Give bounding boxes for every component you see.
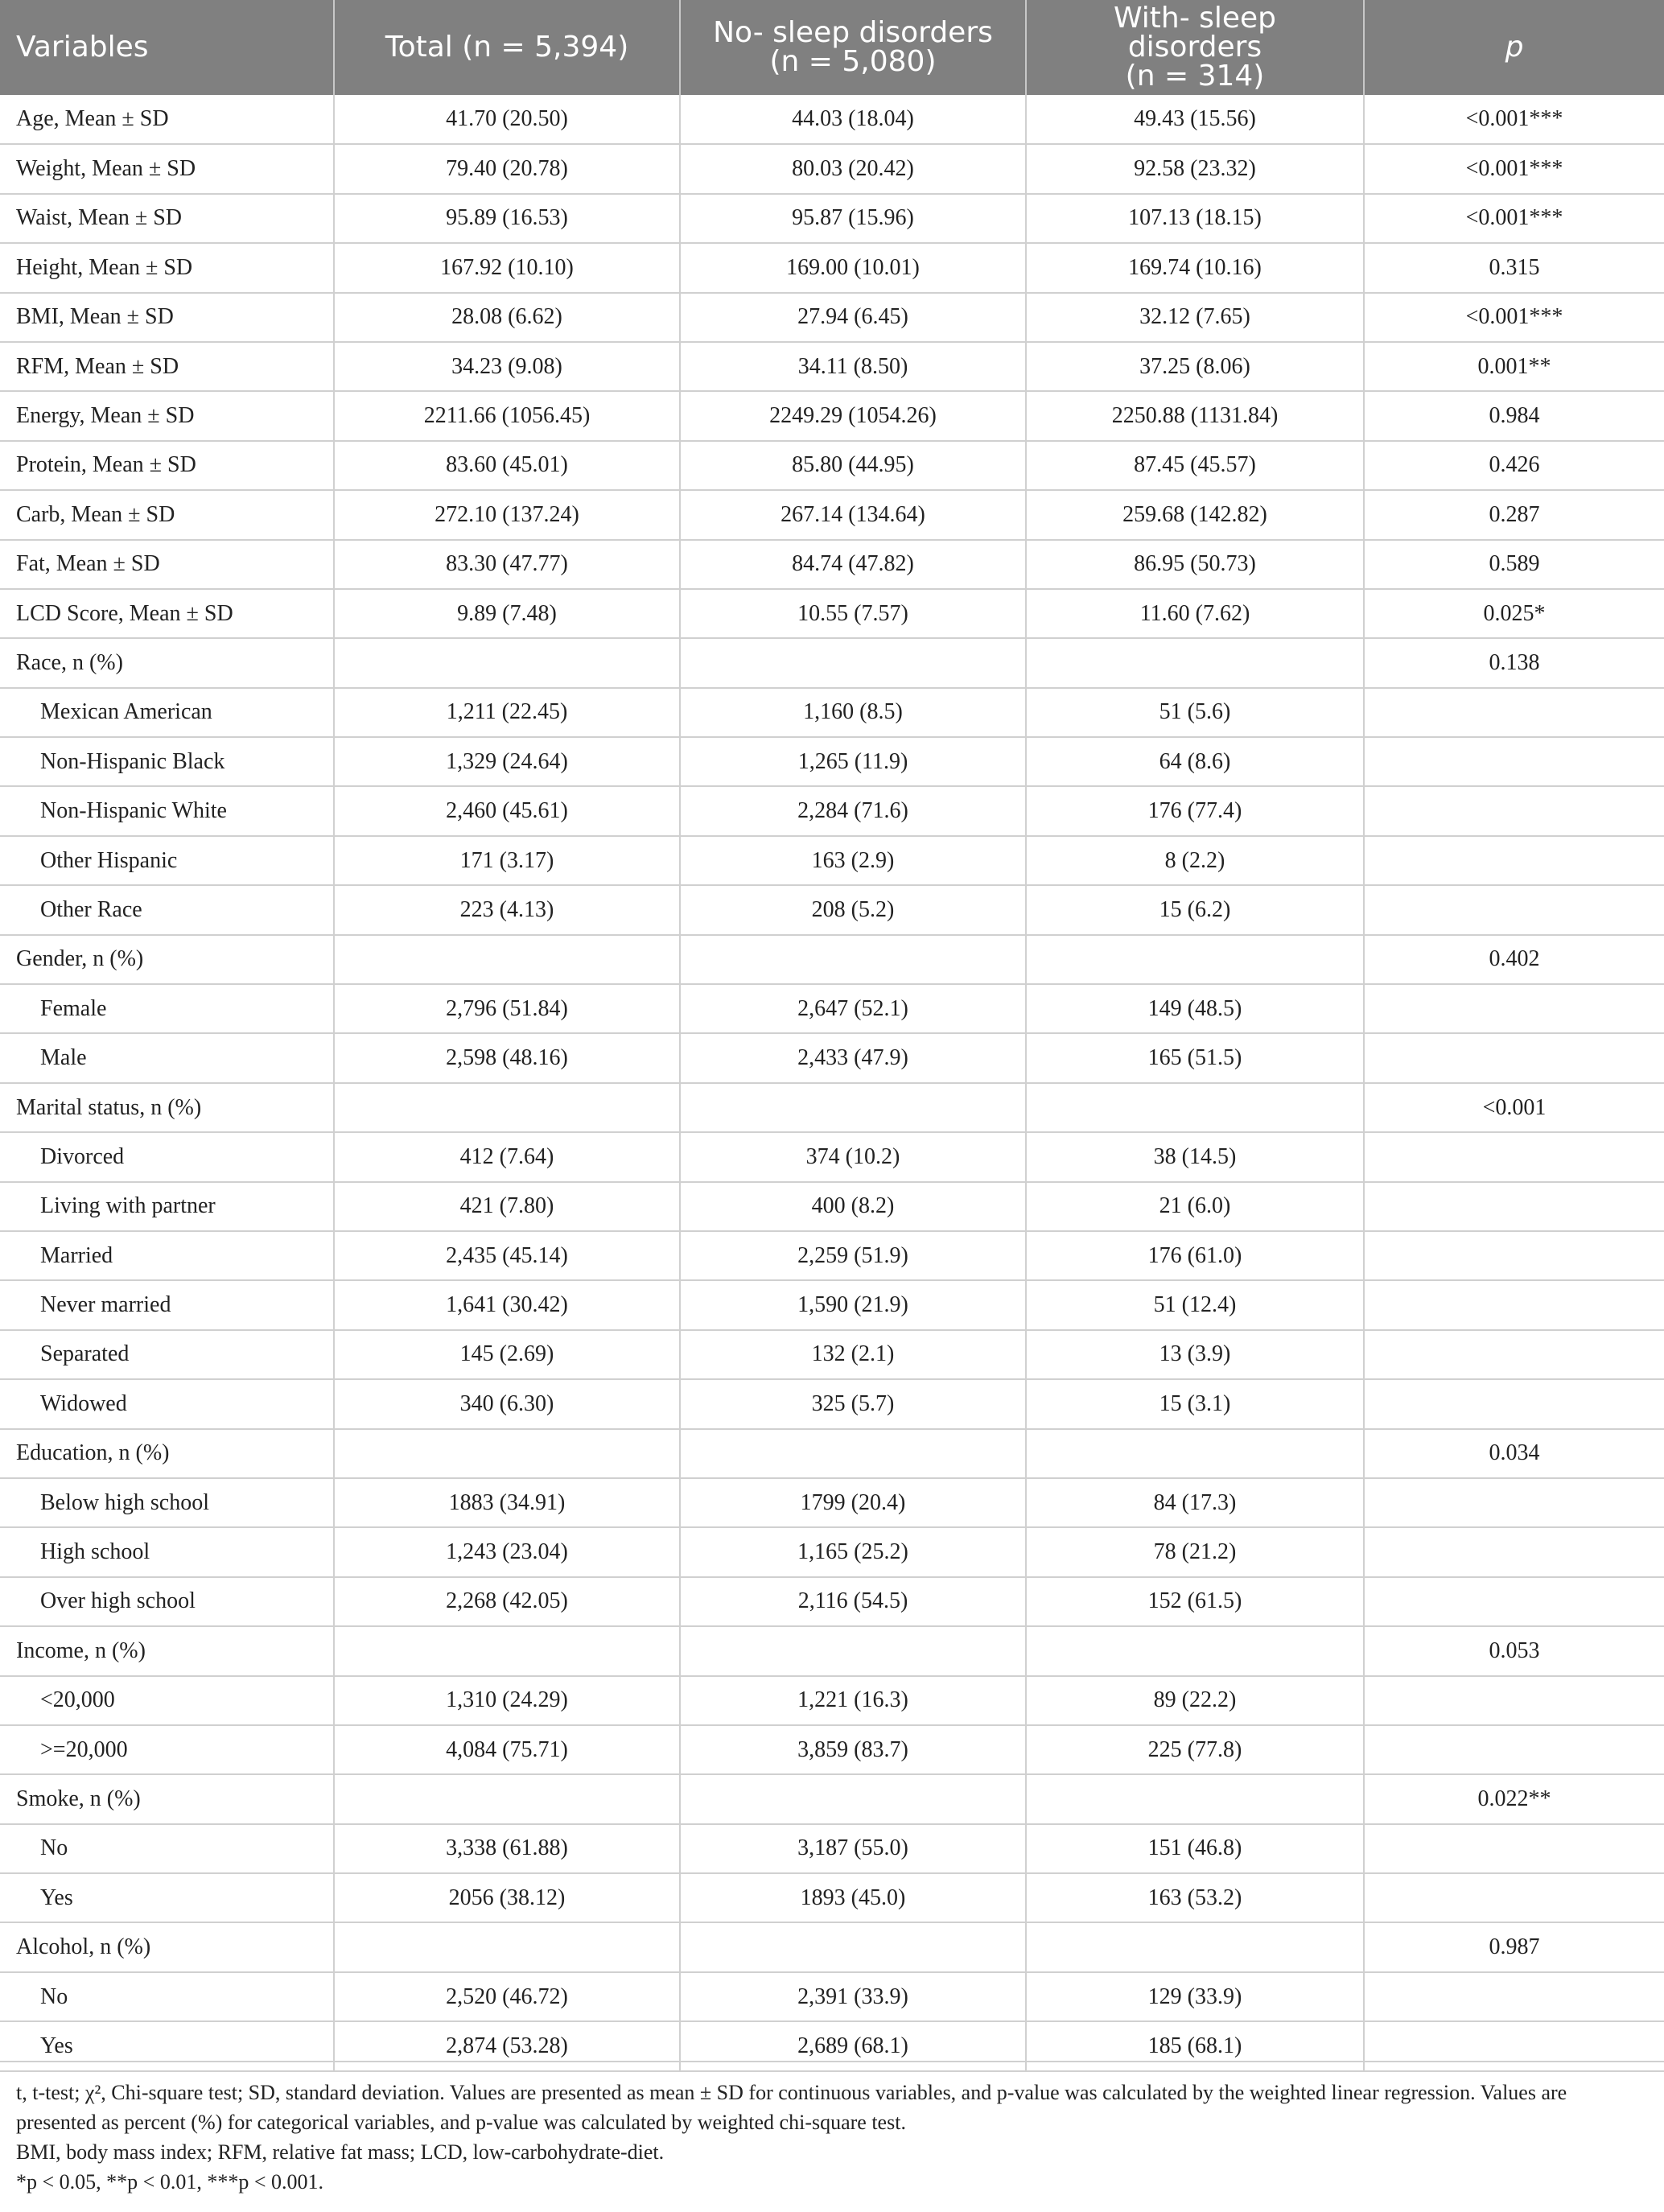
cell-total: 1,329 (24.64) [334, 737, 680, 786]
cell-p-value [1364, 836, 1664, 885]
cell-total [334, 1774, 680, 1823]
cell-p-value: 0.589 [1364, 540, 1664, 589]
cell-total: 1,211 (22.45) [334, 688, 680, 737]
cell-p-value: 0.315 [1364, 243, 1664, 292]
cell-total: 340 (6.30) [334, 1379, 680, 1428]
cell-p-value [1364, 1824, 1664, 1873]
header-variables: Variables [0, 0, 334, 95]
cell-variable: Alcohol, n (%) [0, 1922, 334, 1971]
cell-with-sleep-disorders: 151 (46.8) [1026, 1824, 1364, 1873]
cell-no-sleep-disorders [680, 1774, 1026, 1823]
cell-no-sleep-disorders: 1,221 (16.3) [680, 1676, 1026, 1725]
cell-p-value [1364, 1379, 1664, 1428]
cell-total: 95.89 (16.53) [334, 194, 680, 243]
cell-no-sleep-disorders: 208 (5.2) [680, 885, 1026, 934]
cell-with-sleep-disorders: 13 (3.9) [1026, 1330, 1364, 1379]
cell-total: 83.60 (45.01) [334, 441, 680, 490]
cell-variable: BMI, Mean ± SD [0, 293, 334, 342]
cell-p-value: 0.402 [1364, 935, 1664, 984]
table-row [0, 984, 1664, 1033]
cell-p-value: 0.025* [1364, 589, 1664, 638]
cell-variable: Other Hispanic [0, 836, 334, 885]
cell-total: 223 (4.13) [334, 885, 680, 934]
cell-total: 2211.66 (1056.45) [334, 391, 680, 440]
cell-no-sleep-disorders: 27.94 (6.45) [680, 293, 1026, 342]
cell-with-sleep-disorders: 92.58 (23.32) [1026, 144, 1364, 193]
cell-total [334, 1922, 680, 1971]
cell-total: 2,520 (46.72) [334, 1972, 680, 2021]
cell-total: 167.92 (10.10) [334, 243, 680, 292]
cell-total: 79.40 (20.78) [334, 144, 680, 193]
cell-with-sleep-disorders: 89 (22.2) [1026, 1676, 1364, 1725]
cell-no-sleep-disorders [680, 1922, 1026, 1971]
cell-p-value: <0.001*** [1364, 95, 1664, 144]
cell-p-value [1364, 688, 1664, 737]
cell-with-sleep-disorders: 87.45 (45.57) [1026, 441, 1364, 490]
cell-no-sleep-disorders: 374 (10.2) [680, 1132, 1026, 1181]
cell-with-sleep-disorders: 176 (61.0) [1026, 1231, 1364, 1280]
cell-with-sleep-disorders: 51 (12.4) [1026, 1280, 1364, 1329]
cell-with-sleep-disorders: 78 (21.2) [1026, 1527, 1364, 1576]
cell-p-value: 0.001** [1364, 342, 1664, 391]
cell-with-sleep-disorders: 11.60 (7.62) [1026, 589, 1364, 638]
cell-p-value: <0.001*** [1364, 144, 1664, 193]
table-row [0, 194, 1664, 243]
cell-no-sleep-disorders: 163 (2.9) [680, 836, 1026, 885]
cell-p-value [1364, 1033, 1664, 1082]
cell-no-sleep-disorders: 2,433 (47.9) [680, 1033, 1026, 1082]
cell-variable: Married [0, 1231, 334, 1280]
cell-with-sleep-disorders [1026, 1626, 1364, 1675]
cell-with-sleep-disorders: 2250.88 (1131.84) [1026, 391, 1364, 440]
cell-variable: <20,000 [0, 1676, 334, 1725]
table-row [0, 1527, 1664, 1576]
header-total: Total (n = 5,394) [334, 0, 680, 95]
header-with-sleep-line1: With- sleep disorders [1113, 2, 1277, 64]
header-no-sleep-line1: No- sleep disorders [713, 16, 993, 49]
cell-variable: High school [0, 1527, 334, 1576]
header-no-sleep-disorders [680, 0, 1026, 95]
cell-with-sleep-disorders: 37.25 (8.06) [1026, 342, 1364, 391]
table-row [0, 885, 1664, 934]
cell-variable: Gender, n (%) [0, 935, 334, 984]
cell-total [334, 1429, 680, 1478]
cell-variable: Carb, Mean ± SD [0, 490, 334, 539]
footnote-abbreviations-tests: t, t-test; χ², Chi-square test; SD, standard deviation. Values are presented as mean ± SD for continuous variables, and p-value was calculated by the weighted linear regression. Values are presented as percent (%) for categorical variables, and p-value was calculated by weighted chi-square test. [16, 2081, 1567, 2134]
cell-variable: Waist, Mean ± SD [0, 194, 334, 243]
cell-variable: Age, Mean ± SD [0, 95, 334, 144]
cell-total: 272.10 (137.24) [334, 490, 680, 539]
cell-p-value [1364, 885, 1664, 934]
cell-with-sleep-disorders: 225 (77.8) [1026, 1725, 1364, 1774]
cell-no-sleep-disorders: 84.74 (47.82) [680, 540, 1026, 589]
cell-p-value: 0.287 [1364, 490, 1664, 539]
cell-variable: Never married [0, 1280, 334, 1329]
table-row [0, 1182, 1664, 1231]
table-bottom-rule [0, 2061, 1664, 2062]
cell-total [334, 1083, 680, 1132]
cell-total: 83.30 (47.77) [334, 540, 680, 589]
cell-no-sleep-disorders: 80.03 (20.42) [680, 144, 1026, 193]
cell-p-value: 0.022** [1364, 1774, 1664, 1823]
table-row [0, 1725, 1664, 1774]
cell-with-sleep-disorders [1026, 1774, 1364, 1823]
cell-no-sleep-disorders: 1,265 (11.9) [680, 737, 1026, 786]
cell-variable: Divorced [0, 1132, 334, 1181]
table-row [0, 1231, 1664, 1280]
table-row [0, 1379, 1664, 1428]
header-p-value: p [1364, 0, 1664, 95]
cell-p-value: 0.138 [1364, 638, 1664, 687]
cell-variable: Education, n (%) [0, 1429, 334, 1478]
cell-total: 1,310 (24.29) [334, 1676, 680, 1725]
cell-variable: Living with partner [0, 1182, 334, 1231]
cell-variable: Below high school [0, 1478, 334, 1527]
cell-no-sleep-disorders: 10.55 (7.57) [680, 589, 1026, 638]
cell-p-value: 0.426 [1364, 441, 1664, 490]
cell-total [334, 1626, 680, 1675]
cell-no-sleep-disorders: 2,647 (52.1) [680, 984, 1026, 1033]
table-row [0, 1033, 1664, 1082]
table-row [0, 1676, 1664, 1725]
cell-with-sleep-disorders: 149 (48.5) [1026, 984, 1364, 1033]
cell-with-sleep-disorders: 84 (17.3) [1026, 1478, 1364, 1527]
table-row [0, 2021, 1664, 2070]
cell-p-value [1364, 1676, 1664, 1725]
cell-with-sleep-disorders: 129 (33.9) [1026, 1972, 1364, 2021]
cell-no-sleep-disorders [680, 1429, 1026, 1478]
cell-variable: No [0, 1824, 334, 1873]
cell-variable: Other Race [0, 885, 334, 934]
table-row [0, 490, 1664, 539]
cell-p-value [1364, 1231, 1664, 1280]
table-row [0, 1429, 1664, 1478]
cell-total: 2,268 (42.05) [334, 1577, 680, 1626]
table-row [0, 1280, 1664, 1329]
cell-p-value: 0.034 [1364, 1429, 1664, 1478]
cell-with-sleep-disorders: 51 (5.6) [1026, 688, 1364, 737]
cell-variable: Yes [0, 2021, 334, 2070]
cell-no-sleep-disorders: 3,859 (83.7) [680, 1725, 1026, 1774]
cell-with-sleep-disorders [1026, 935, 1364, 984]
cell-no-sleep-disorders [680, 1083, 1026, 1132]
cell-no-sleep-disorders: 169.00 (10.01) [680, 243, 1026, 292]
cell-total: 28.08 (6.62) [334, 293, 680, 342]
cell-no-sleep-disorders: 85.80 (44.95) [680, 441, 1026, 490]
cell-no-sleep-disorders: 34.11 (8.50) [680, 342, 1026, 391]
cell-no-sleep-disorders: 44.03 (18.04) [680, 95, 1026, 144]
cell-no-sleep-disorders: 1,160 (8.5) [680, 688, 1026, 737]
cell-variable: No [0, 1972, 334, 2021]
cell-with-sleep-disorders: 38 (14.5) [1026, 1132, 1364, 1181]
cell-no-sleep-disorders: 2,689 (68.1) [680, 2021, 1026, 2070]
table-row [0, 1083, 1664, 1132]
cell-no-sleep-disorders: 95.87 (15.96) [680, 194, 1026, 243]
cell-with-sleep-disorders: 165 (51.5) [1026, 1033, 1364, 1082]
cell-p-value: <0.001*** [1364, 293, 1664, 342]
cell-p-value: 0.984 [1364, 391, 1664, 440]
cell-p-value [1364, 737, 1664, 786]
cell-variable: Smoke, n (%) [0, 1774, 334, 1823]
cell-total: 2,796 (51.84) [334, 984, 680, 1033]
cell-total: 41.70 (20.50) [334, 95, 680, 144]
table-footnotes [16, 2078, 1650, 2197]
table-row [0, 243, 1664, 292]
header-no-sleep-line2: (n = 5,080) [769, 45, 937, 78]
cell-no-sleep-disorders [680, 638, 1026, 687]
cell-variable: Male [0, 1033, 334, 1082]
cell-p-value [1364, 2021, 1664, 2070]
header-with-sleep-disorders [1026, 0, 1364, 95]
cell-variable: Female [0, 984, 334, 1033]
table-header [0, 0, 1664, 95]
cell-no-sleep-disorders: 325 (5.7) [680, 1379, 1026, 1428]
cell-no-sleep-disorders: 132 (2.1) [680, 1330, 1026, 1379]
cell-p-value [1364, 1280, 1664, 1329]
cell-variable: RFM, Mean ± SD [0, 342, 334, 391]
table-row [0, 1972, 1664, 2021]
cell-with-sleep-disorders: 64 (8.6) [1026, 737, 1364, 786]
cell-variable: Income, n (%) [0, 1626, 334, 1675]
cell-no-sleep-disorders: 1893 (45.0) [680, 1873, 1026, 1922]
table-row [0, 1922, 1664, 1971]
cell-with-sleep-disorders: 152 (61.5) [1026, 1577, 1364, 1626]
cell-no-sleep-disorders: 2,259 (51.9) [680, 1231, 1026, 1280]
cell-total: 2,435 (45.14) [334, 1231, 680, 1280]
cell-no-sleep-disorders [680, 1626, 1026, 1675]
header-row [0, 0, 1664, 95]
cell-p-value [1364, 1330, 1664, 1379]
cell-variable: Race, n (%) [0, 638, 334, 687]
cell-with-sleep-disorders: 15 (3.1) [1026, 1379, 1364, 1428]
cell-total: 3,338 (61.88) [334, 1824, 680, 1873]
cell-p-value [1364, 1478, 1664, 1527]
cell-with-sleep-disorders [1026, 1922, 1364, 1971]
table-body [0, 95, 1664, 2071]
cell-with-sleep-disorders: 49.43 (15.56) [1026, 95, 1364, 144]
cell-variable: Mexican American [0, 688, 334, 737]
cell-total: 421 (7.80) [334, 1182, 680, 1231]
cell-no-sleep-disorders: 2,116 (54.5) [680, 1577, 1026, 1626]
cell-variable: LCD Score, Mean ± SD [0, 589, 334, 638]
table-row [0, 589, 1664, 638]
cell-p-value [1364, 1527, 1664, 1576]
table-row [0, 737, 1664, 786]
cell-total: 1883 (34.91) [334, 1478, 680, 1527]
table-row [0, 1824, 1664, 1873]
cell-variable: Separated [0, 1330, 334, 1379]
table-row [0, 1577, 1664, 1626]
table-row [0, 1132, 1664, 1181]
cell-total [334, 935, 680, 984]
cell-no-sleep-disorders [680, 935, 1026, 984]
table-row [0, 293, 1664, 342]
cell-total: 34.23 (9.08) [334, 342, 680, 391]
cell-with-sleep-disorders: 32.12 (7.65) [1026, 293, 1364, 342]
cell-total: 412 (7.64) [334, 1132, 680, 1181]
table-row [0, 95, 1664, 144]
cell-p-value [1364, 984, 1664, 1033]
cell-total: 2,874 (53.28) [334, 2021, 680, 2070]
cell-variable: Non-Hispanic Black [0, 737, 334, 786]
cell-total [334, 638, 680, 687]
cell-p-value [1364, 1132, 1664, 1181]
table-row [0, 540, 1664, 589]
cell-with-sleep-disorders: 185 (68.1) [1026, 2021, 1364, 2070]
cell-variable: Marital status, n (%) [0, 1083, 334, 1132]
table-row [0, 1478, 1664, 1527]
cell-p-value [1364, 1182, 1664, 1231]
cell-variable: Weight, Mean ± SD [0, 144, 334, 193]
cell-with-sleep-disorders: 8 (2.2) [1026, 836, 1364, 885]
cell-with-sleep-disorders: 107.13 (18.15) [1026, 194, 1364, 243]
cell-variable: >=20,000 [0, 1725, 334, 1774]
cell-with-sleep-disorders [1026, 1083, 1364, 1132]
cell-with-sleep-disorders: 176 (77.4) [1026, 786, 1364, 835]
cell-with-sleep-disorders: 21 (6.0) [1026, 1182, 1364, 1231]
cell-no-sleep-disorders: 2249.29 (1054.26) [680, 391, 1026, 440]
cell-no-sleep-disorders: 3,187 (55.0) [680, 1824, 1026, 1873]
cell-no-sleep-disorders: 2,391 (33.9) [680, 1972, 1026, 2021]
cell-variable: Non-Hispanic White [0, 786, 334, 835]
cell-total: 1,641 (30.42) [334, 1280, 680, 1329]
table-row [0, 1873, 1664, 1922]
table-row [0, 1774, 1664, 1823]
cell-with-sleep-disorders: 15 (6.2) [1026, 885, 1364, 934]
table-row [0, 144, 1664, 193]
cell-total: 171 (3.17) [334, 836, 680, 885]
cell-p-value [1364, 786, 1664, 835]
table-row [0, 391, 1664, 440]
cell-with-sleep-disorders: 259.68 (142.82) [1026, 490, 1364, 539]
table-row [0, 441, 1664, 490]
cell-no-sleep-disorders: 267.14 (134.64) [680, 490, 1026, 539]
footnote-significance: *p < 0.05, **p < 0.01, ***p < 0.001. [16, 2170, 323, 2193]
cell-total: 1,243 (23.04) [334, 1527, 680, 1576]
cell-p-value: <0.001 [1364, 1083, 1664, 1132]
cell-p-value [1364, 1577, 1664, 1626]
cell-p-value: 0.987 [1364, 1922, 1664, 1971]
cell-variable: Yes [0, 1873, 334, 1922]
cell-variable: Protein, Mean ± SD [0, 441, 334, 490]
cell-p-value: <0.001*** [1364, 194, 1664, 243]
cell-total: 2,460 (45.61) [334, 786, 680, 835]
footnote-abbreviations-measures: BMI, body mass index; RFM, relative fat mass; LCD, low-carbohydrate-diet. [16, 2140, 665, 2164]
table-row [0, 342, 1664, 391]
cell-variable: Fat, Mean ± SD [0, 540, 334, 589]
cell-no-sleep-disorders: 1799 (20.4) [680, 1478, 1026, 1527]
cell-with-sleep-disorders: 86.95 (50.73) [1026, 540, 1364, 589]
cell-variable: Widowed [0, 1379, 334, 1428]
cell-total: 4,084 (75.71) [334, 1725, 680, 1774]
cell-total: 2056 (38.12) [334, 1873, 680, 1922]
table-row [0, 836, 1664, 885]
cell-with-sleep-disorders [1026, 1429, 1364, 1478]
table-row [0, 935, 1664, 984]
table-row [0, 1330, 1664, 1379]
table-row [0, 786, 1664, 835]
cell-variable: Energy, Mean ± SD [0, 391, 334, 440]
cell-p-value [1364, 1725, 1664, 1774]
header-with-sleep-line2: (n = 314) [1125, 60, 1265, 93]
cell-p-value [1364, 1873, 1664, 1922]
cell-with-sleep-disorders: 169.74 (10.16) [1026, 243, 1364, 292]
cell-total: 9.89 (7.48) [334, 589, 680, 638]
cell-with-sleep-disorders: 163 (53.2) [1026, 1873, 1364, 1922]
cell-p-value [1364, 1972, 1664, 2021]
cell-variable: Height, Mean ± SD [0, 243, 334, 292]
cell-total: 2,598 (48.16) [334, 1033, 680, 1082]
cell-variable: Over high school [0, 1577, 334, 1626]
cell-no-sleep-disorders: 2,284 (71.6) [680, 786, 1026, 835]
cell-no-sleep-disorders: 400 (8.2) [680, 1182, 1026, 1231]
cell-p-value: 0.053 [1364, 1626, 1664, 1675]
cell-no-sleep-disorders: 1,590 (21.9) [680, 1280, 1026, 1329]
table-row [0, 1626, 1664, 1675]
table-row [0, 688, 1664, 737]
cell-no-sleep-disorders: 1,165 (25.2) [680, 1527, 1026, 1576]
cell-with-sleep-disorders [1026, 638, 1364, 687]
table-row [0, 638, 1664, 687]
cell-total: 145 (2.69) [334, 1330, 680, 1379]
